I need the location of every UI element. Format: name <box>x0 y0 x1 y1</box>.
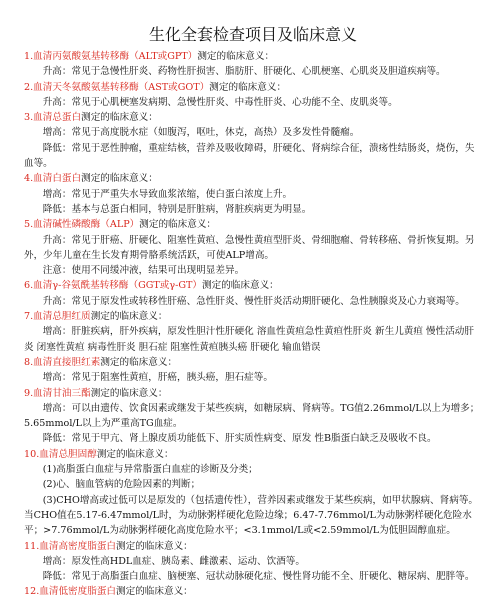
section-heading-suffix: 测定的临床意义： <box>116 586 193 598</box>
section-heading <box>24 309 482 324</box>
section-heading-suffix: 测定的临床意义： <box>81 112 158 124</box>
section-paragraph: 降低：常见于高脂蛋白血症、脑梗塞、冠状动脉硬化症、慢性肾功能不全、肝硬化、糖尿病、肥胖等。 <box>42 571 475 583</box>
section-title: 1.血清丙氨酸氨基转移酶（ALT或GPT） <box>24 51 198 62</box>
section-paragraph: 增高：原发性高HDL血症、胰岛素、雌激素、运动、饮酒等。 <box>42 555 305 567</box>
section-heading <box>24 80 482 95</box>
section-list-item: (3)CHO增高或过低可以是原发的（包括遗传性），营养因素或继发于某些疾病，如甲状腺病、肾病等。当CHO值在5.17-6.47mmol/L时，为动脉粥样硬化危险边缘；6.47-7.76mmol/L为动脉粥样硬化危险水平；>7.76mmol/L为动脉粥样硬化高度危险水平；<3.1mmol/L或<2.59mmol/L为低胆固醇血症。 <box>24 494 479 537</box>
section-heading-suffix: 测定的临床意义： <box>116 540 193 552</box>
section-2 <box>24 80 482 111</box>
section-paragraph: 升高：常见于心肌梗塞发病期、急慢性肝炎、中毒性肝炎、心功能不全、皮肌炎等。 <box>42 96 398 108</box>
section-heading <box>24 278 482 293</box>
document-body <box>24 49 482 600</box>
section-heading-suffix: 测定的临床意义： <box>100 356 178 368</box>
section-title: 6.血清γ-谷氨酰基转移酶（GGT或γ-GT） <box>24 280 203 292</box>
section-4 <box>24 171 482 217</box>
section-title: 11.血清高密度脂蛋白 <box>24 540 117 552</box>
section-12 <box>24 584 482 599</box>
section-title: 4.血清白蛋白 <box>24 173 82 185</box>
section-heading-suffix: 测定的临床意义： <box>209 81 287 93</box>
section-heading-suffix: 测定的临床意义： <box>197 51 275 62</box>
section-8 <box>24 355 482 386</box>
section-heading <box>24 386 482 401</box>
section-11 <box>24 539 482 585</box>
section-3 <box>24 110 482 171</box>
section-title: 3.血清总蛋白 <box>24 112 82 124</box>
section-paragraph: 升高：常见于急慢性肝炎、药物性肝损害、脂肪肝、肝硬化、心肌梗塞、心肌炎及胆道疾病等。 <box>42 66 446 78</box>
section-heading <box>24 110 482 125</box>
section-title: 5.血清碱性磷酸酶（ALP） <box>24 219 140 231</box>
section-heading <box>24 355 482 370</box>
section-heading <box>24 539 482 554</box>
section-paragraph: 增高：常见于高度脱水症（如腹泻，呕吐，休克，高热）及多发性骨髓瘤。 <box>42 127 360 139</box>
section-heading <box>24 584 482 599</box>
document-title: 生化全套检查项目及临床意义 <box>148 25 357 44</box>
section-paragraph: 降低：常见于恶性肿瘤，重症结核，营养及吸收障碍，肝硬化、肾病综合征，溃疡性结肠炎，烧伤，失血等。 <box>24 142 475 170</box>
section-list-item: (1)高脂蛋白血症与异常脂蛋白血症的诊断及分类； <box>42 464 258 476</box>
section-paragraph: 注意：使用不同缓冲液，结果可出现明显差异。 <box>42 265 245 277</box>
section-title: 7.血清总胆红质 <box>24 311 91 323</box>
section-paragraph: 降低：基本与总蛋白相同，特别是肝脏病，肾脏疾病更为明显。 <box>42 203 312 215</box>
section-heading-suffix: 测定的临床意义： <box>90 387 168 399</box>
section-heading-suffix: 测定的临床意义： <box>90 311 168 323</box>
section-5 <box>24 217 482 278</box>
section-title: 9.血清甘油三酯 <box>24 387 91 399</box>
section-list-item: (2)心、脑血管病的危险因素的判断； <box>42 479 201 491</box>
section-9 <box>24 386 482 447</box>
section-paragraph: 增高：常见于严重失水导致血浆浓缩，使白蛋白浓度上升。 <box>42 188 293 200</box>
section-title: 8.血清直接胆红素 <box>24 356 101 368</box>
section-heading <box>24 447 482 462</box>
section-heading-suffix: 测定的临床意义： <box>202 280 279 292</box>
section-paragraph: 升高：常见于肝癌、肝硬化、阻塞性黄疸、急慢性黄疸型肝炎、骨细胞瘤、骨转移癌、骨折恢复期。另外，少年儿童在生长发育期骨胳系统活跃，可使ALP增高。 <box>24 234 475 261</box>
section-paragraph: 增高：肝脏疾病，肝外疾病，原发性胆汁性肝硬化 溶血性黄疸急性黄疸性肝炎 新生儿黄疸 慢性活动肝炎 闭塞性黄疸 病毒性肝炎 胆石症 阻塞性黄疸胰头癌 肝硬化 输血错误 <box>24 326 474 353</box>
section-title: 10.血清总胆固醇 <box>24 448 97 460</box>
section-title: 12.血清低密度脂蛋白 <box>24 586 117 598</box>
section-title: 2.血清天冬氨酸氨基转移酶（AST或GOT） <box>24 81 210 93</box>
section-10 <box>24 447 482 539</box>
section-paragraph: 降低：常见于甲亢、肾上腺皮质功能低下、肝实质性病变、原发 性B脂蛋白缺乏及吸收不良。 <box>42 433 437 445</box>
section-heading <box>24 49 482 64</box>
section-paragraph: 增高：可以由遗传、饮食因素或继发于某些疾病，如糖尿病、肾病等。TG值2.26mmol/L以上为增多；5.65mmol/L以上为严重高TG血症。 <box>24 402 480 430</box>
section-7 <box>24 309 482 355</box>
section-heading-suffix: 测定的临床意义： <box>139 219 217 231</box>
section-heading <box>24 171 482 186</box>
section-heading <box>24 217 482 232</box>
section-heading-suffix: 测定的临床意义： <box>96 448 174 460</box>
section-6 <box>24 278 482 309</box>
section-heading-suffix: 测定的临床意义： <box>81 173 158 185</box>
section-paragraph: 升高：常见于原发性或转移性肝癌、急性肝炎、慢性肝炎活动期肝硬化、急性胰腺炎及心力衰竭等。 <box>42 295 465 307</box>
section-1 <box>24 49 482 80</box>
section-paragraph: 增高：常见于阻塞性黄疸，肝癌，胰头癌，胆石症等。 <box>42 372 273 384</box>
